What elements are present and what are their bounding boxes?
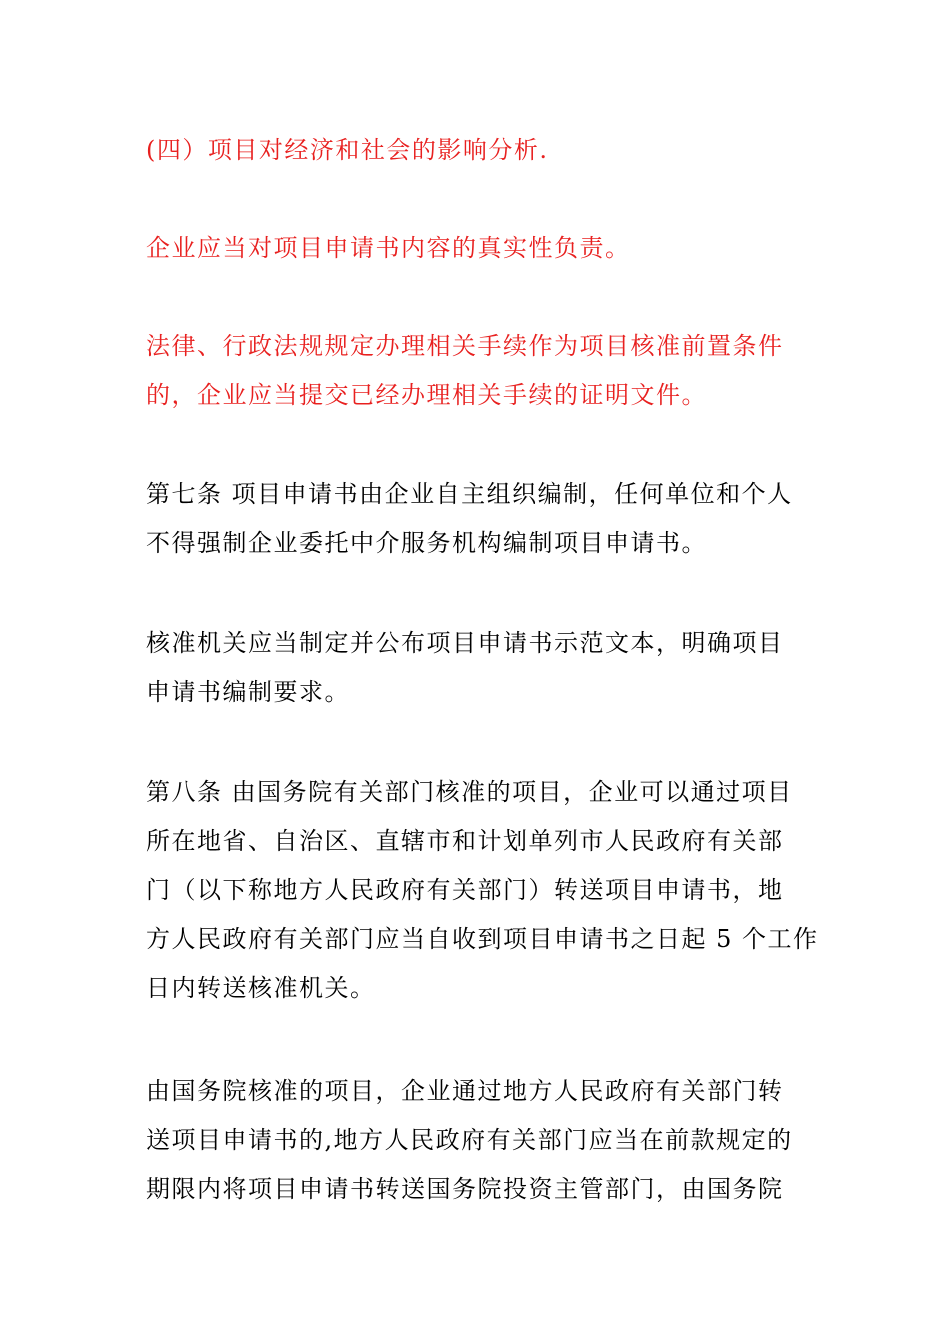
text-line: (四）项目对经济和社会的影响分析. — [146, 136, 549, 164]
paragraph-model-text — [146, 619, 810, 717]
paragraph-impact-analysis — [146, 126, 810, 175]
text-line: 门（以下称地方人民政府有关部门）转送项目申请书，地 — [146, 876, 784, 904]
text-line: 期限内将项目申请书转送国务院投资主管部门，由国务院 — [146, 1175, 784, 1203]
paragraph-article-7 — [146, 470, 810, 568]
text-line: 申请书编制要求。 — [146, 678, 350, 706]
text-line: 由国务院核准的项目，企业通过地方人民政府有关部门转 — [146, 1077, 784, 1105]
text-line: 的，企业应当提交已经办理相关手续的证明文件。 — [146, 381, 707, 409]
text-line: 第八条 由国务院有关部门核准的项目，企业可以通过项目 — [146, 778, 793, 806]
paragraph-article-8 — [146, 768, 819, 1013]
text-line: 企业应当对项目申请书内容的真实性负责。 — [146, 234, 631, 262]
text-line: 第七条 项目申请书由企业自主组织编制，任何单位和个人 — [146, 480, 793, 508]
text-line: 所在地省、自治区、直辖市和计划单列市人民政府有关部 — [146, 827, 784, 855]
text-line: 方人民政府有关部门应当自收到项目申请书之日起 5 个工作 — [146, 925, 819, 953]
text-line: 核准机关应当制定并公布项目申请书示范文本，明确项目 — [146, 629, 784, 657]
text-line: 送项目申请书的,地方人民政府有关部门应当在前款规定的 — [146, 1126, 793, 1154]
text-line: 不得强制企业委托中介服务机构编制项目申请书。 — [146, 529, 707, 557]
text-line: 法律、行政法规规定办理相关手续作为项目核准前置条件 — [146, 332, 784, 360]
text-line: 日内转送核准机关。 — [146, 974, 376, 1002]
paragraph-prerequisite-procedures — [146, 322, 810, 420]
paragraph-authenticity — [146, 224, 810, 273]
paragraph-state-council-approval — [146, 1067, 810, 1214]
